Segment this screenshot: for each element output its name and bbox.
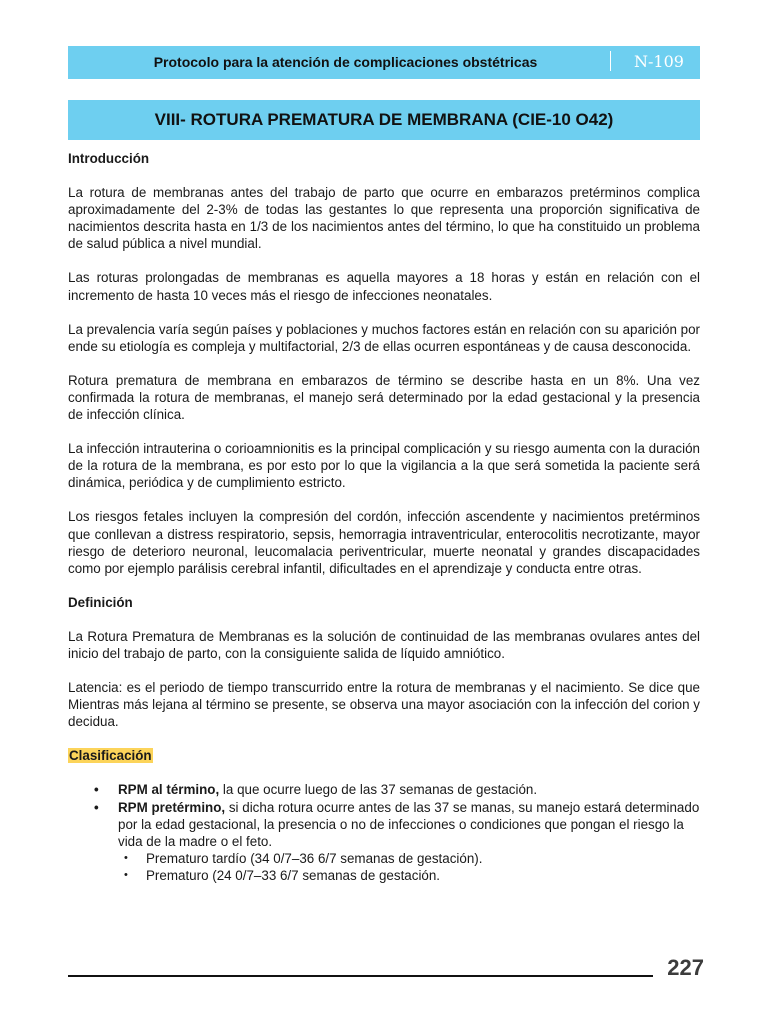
page-content [68, 150, 700, 884]
list-item-text: la que ocurre luego de las 37 semanas de gestación. [219, 782, 538, 798]
footer-rule [68, 975, 653, 977]
intro-paragraph-2: Las roturas prolongadas de membranas es aquella mayores a 18 horas y están en relación con el incremento de hasta 10 veces más el riesgo de infecciones neonatales. [68, 270, 700, 303]
intro-paragraph-1: La rotura de membranas antes del trabajo de parto que ocurre en embarazos pretérminos complica aproximadamente del 2-3% de todas las gestantes lo que representa una proporción significativa de nacimientos descrita hasta en 1/3 de los nacimientos antes del término, lo que ha constituido un problema de salud pública a nivel mundial. [68, 185, 700, 252]
classification-list [68, 781, 700, 884]
list-item-text: si dicha rotura ocurre antes de las 37 se manas, su manejo estará determinado por la edad gestacional, la presencia o no de infecciones o condiciones que pongan el riesgo la vida de la madre o el feto. [118, 799, 700, 849]
definition-paragraph-2: Latencia: es el periodo de tiempo transcurrido entre la rotura de membranas y el nacimiento. Se dice que Mientras más lejana al término se presente, se observa una mayor asociación con la infección del corion y decidua. [68, 680, 700, 730]
section-title-bar [68, 100, 700, 140]
intro-paragraph-4: Rotura prematura de membrana en embarazos de término se describe hasta en un 8%. Una vez confirmada la rotura de membranas, el manejo será determinado por la edad gestacional y la presencia de infección clínica. [68, 372, 700, 423]
definition-paragraph-1: La Rotura Prematura de Membranas es la solución de continuidad de las membranas ovulares antes del inicio del trabajo de parto, con la consiguiente salida de líquido amniótico. [68, 628, 700, 661]
header-divider [610, 51, 611, 71]
intro-heading: Introducción [68, 151, 150, 166]
list-item [68, 781, 700, 798]
section-title: VIII- ROTURA PREMATURA DE MEMBRANA (CIE-10 O42) [154, 110, 614, 129]
page-number: 227 [667, 955, 704, 980]
document-header [68, 46, 700, 79]
intro-paragraph-3: La prevalencia varía según países y poblaciones y muchos factores están en relación con su aparición por ende su etiología es compleja y multifactorial, 2/3 de ellas ocurren espontáneas y de causa desconocida. [68, 321, 700, 354]
classification-heading [68, 747, 700, 764]
definition-heading: Definición [68, 594, 133, 610]
list-item [68, 799, 700, 884]
intro-paragraph-5: La infección intrauterina o corioamnionitis es la principal complicación y su riesgo aumenta con la duración de la rotura de la membrana, es por esto por lo que la vigilancia a la que será sometida la paciente será dinámica, periódica y de cumplimiento estricto. [68, 441, 700, 491]
sub-list-item: • Prematuro tardío (34 0/7–36 6/7 semanas de gestación). [118, 850, 700, 867]
intro-paragraph-6: Los riesgos fetales incluyen la compresión del cordón, infección ascendente y nacimientos pretérminos que conllevan a distress respiratorio, sepsis, hemorragia intraventricular, enterocolitis necrotizante, mayor riesgo de deterioro neuronal, leucomalacia periventricular, muerte neonatal y grandes discapacidades como por ejemplo parálisis cerebral infantil, dificultades en el aprendizaje y conducta entre otras. [68, 509, 700, 576]
header-title: Protocolo para la atención de complicaciones obstétricas [153, 54, 538, 70]
classification-sublist [118, 850, 700, 884]
header-code: N-109 [634, 52, 684, 71]
list-item-term: RPM pretérmino, [118, 799, 226, 815]
sub-list-item: • Prematuro (24 0/7–33 6/7 semanas de gestación. [118, 867, 700, 884]
classification-heading-highlight: Clasificación [69, 748, 152, 764]
list-item-term: RPM al término, [118, 782, 220, 798]
